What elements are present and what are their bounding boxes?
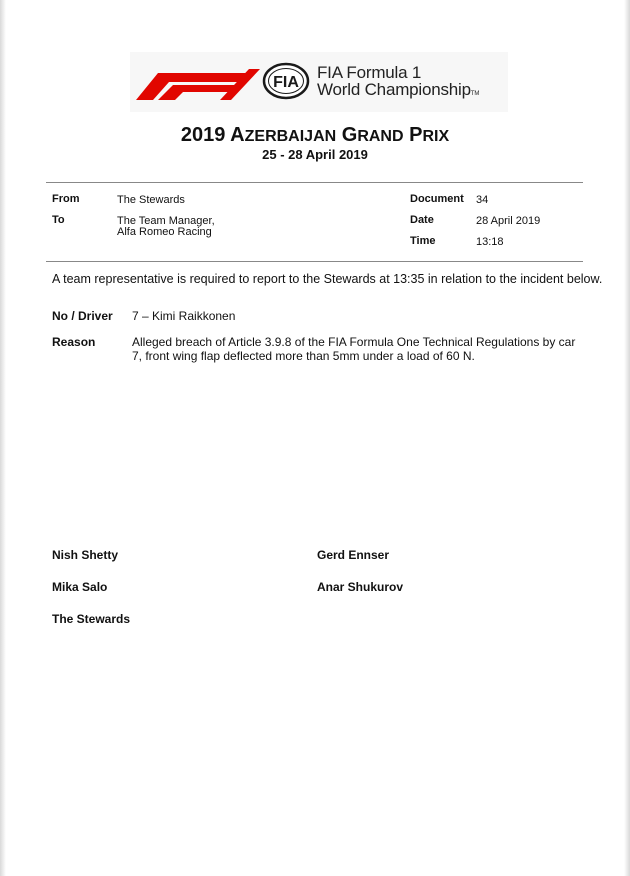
fia-wordmark-line2 (317, 81, 479, 103)
from-value: The Stewards (117, 194, 185, 206)
signature-block-title: The Stewards (52, 612, 131, 626)
signature-steward-4: Anar Shukurov (317, 580, 404, 594)
event-title-part: RIX (422, 128, 450, 145)
time-value: 13:18 (476, 236, 504, 248)
date-value: 28 April 2019 (476, 215, 541, 227)
signature-steward-2: Gerd Ennser (317, 548, 390, 562)
fia-badge-text: FIA (273, 74, 299, 91)
to-label: To (52, 214, 65, 226)
header-top-rule (46, 182, 583, 183)
fia-badge-icon (262, 62, 310, 100)
summons-text: A team representative is required to report to the Stewards at 13:35 in relation to the incident below. (52, 272, 603, 286)
fia-wordmark-line1: FIA Formula 1 (317, 63, 422, 82)
reason-line2: 7, front wing flap deflected more than 5mm under a load of 60 N. (132, 349, 475, 363)
event-title-part: G (336, 124, 358, 146)
header-bottom-rule (46, 261, 583, 262)
event-title-part: 2019 A (180, 124, 245, 146)
reason-line1: Alleged breach of Article 3.9.8 of the FIA Formula One Technical Regulations by car (132, 335, 576, 349)
trademark-mark: TM (470, 91, 480, 97)
document-value: 34 (476, 194, 489, 206)
event-title-part: P (403, 124, 423, 146)
document-label: Document (410, 193, 464, 205)
event-dates: 25 - 28 April 2019 (262, 147, 368, 162)
f1-logo-icon (136, 64, 260, 100)
date-label: Date (410, 214, 434, 226)
driver-value: 7 – Kimi Raikkonen (132, 309, 236, 323)
driver-label: No / Driver (52, 309, 113, 323)
event-title-part: RAND (357, 128, 404, 145)
signature-steward-3: Mika Salo (52, 580, 108, 594)
to-value-line1: The Team Manager, (117, 215, 215, 227)
event-title-part: ZERBAIJAN (244, 128, 337, 145)
signature-steward-1: Nish Shetty (52, 548, 119, 562)
time-label: Time (410, 235, 436, 247)
from-label: From (52, 193, 80, 205)
fia-wordmark-line2-text: World Championship (317, 80, 471, 99)
reason-label: Reason (52, 335, 96, 349)
event-title (0, 124, 630, 147)
to-value-line2: Alfa Romeo Racing (117, 226, 212, 238)
fia-wordmark (317, 64, 479, 103)
